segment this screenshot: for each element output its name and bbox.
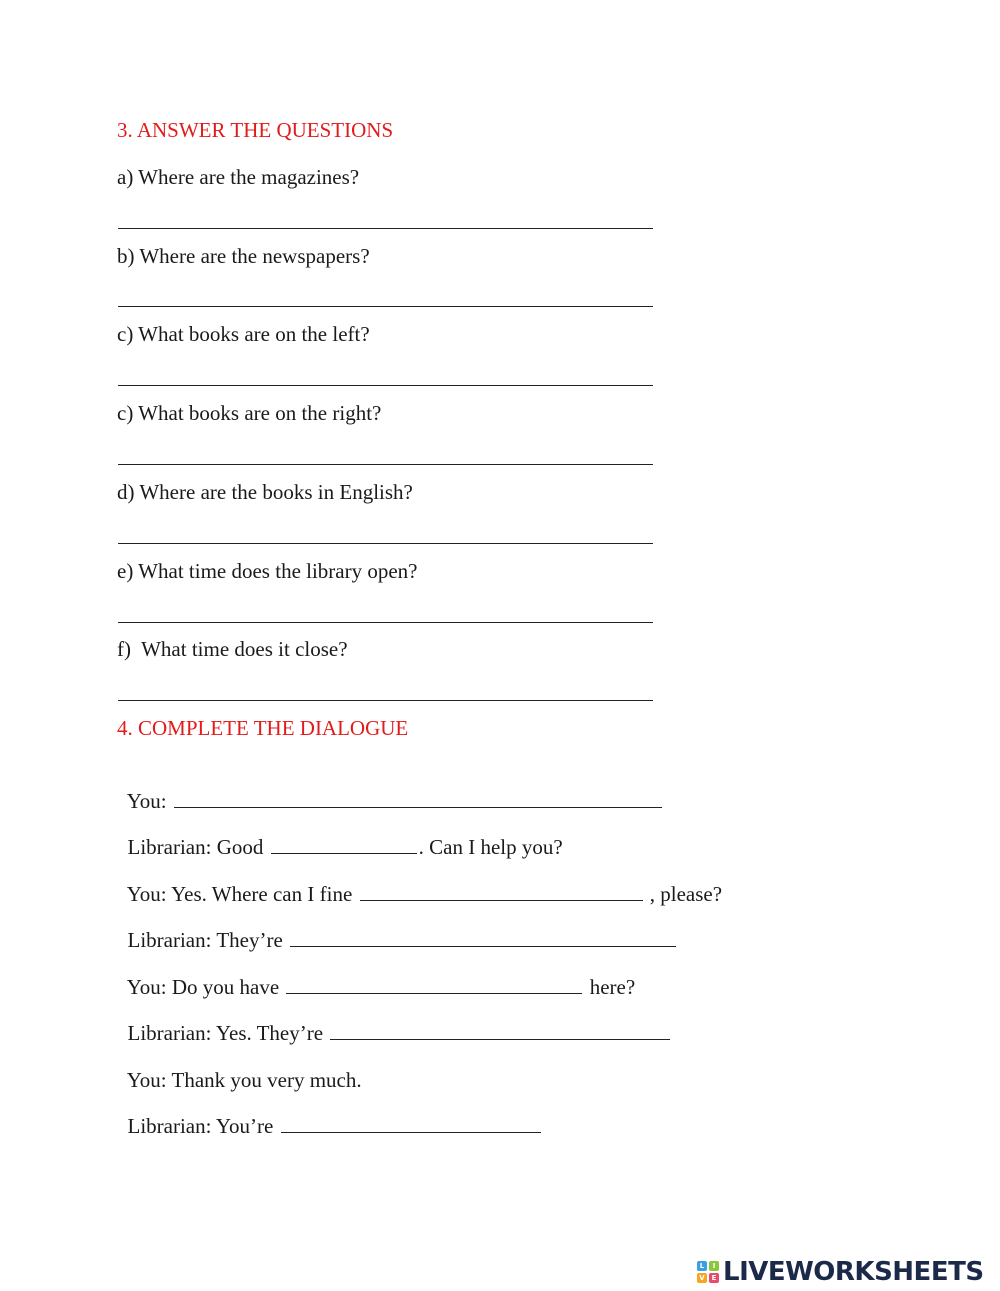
answer-line-e[interactable] [118, 622, 653, 623]
question-c-left: c) What books are on the left? [117, 322, 370, 346]
dialogue-line-1 [117, 762, 664, 814]
dialogue-text: You: [126, 789, 172, 813]
logo-block: I [709, 1261, 719, 1271]
dialogue-line-4 [117, 901, 678, 953]
liveworksheets-logo [697, 1257, 984, 1287]
dialogue-text: You: Thank you very much. [126, 1068, 362, 1092]
dialogue-text: , please? [644, 882, 723, 906]
dialogue-text: Librarian: Yes. They’re [127, 1021, 329, 1045]
dialogue-blank-2[interactable] [271, 835, 417, 854]
question-e: e) What time does the library open? [117, 559, 418, 583]
question-d: d) Where are the books in English? [117, 480, 413, 504]
dialogue-text: Librarian: They’re [127, 928, 289, 952]
dialogue-line-3 [117, 855, 722, 907]
dialogue-text: here? [584, 975, 636, 999]
answer-line-b[interactable] [118, 306, 653, 307]
question-a: a) Where are the magazines? [117, 165, 360, 189]
question-f: f) What time does it close? [117, 637, 348, 661]
logo-blocks-icon [697, 1261, 719, 1283]
dialogue-text: . Can I help you? [418, 835, 563, 859]
dialogue-blank-3[interactable] [360, 882, 643, 901]
dialogue-text: You: Do you have [126, 975, 285, 999]
dialogue-blank-6[interactable] [330, 1021, 670, 1040]
answer-line-f[interactable] [118, 700, 653, 701]
answer-line-d[interactable] [118, 543, 653, 544]
dialogue-text: Librarian: You’re [127, 1114, 279, 1138]
dialogue-blank-5[interactable] [286, 975, 582, 994]
dialogue-blank-1[interactable] [174, 789, 662, 808]
answer-line-a[interactable] [118, 228, 653, 229]
question-b: b) Where are the newspapers? [117, 244, 370, 268]
dialogue-text: You: Yes. Where can I fine [126, 882, 358, 906]
section-4-heading: 4. COMPLETE THE DIALOGUE [117, 716, 409, 740]
answer-line-c-left[interactable] [118, 385, 653, 386]
dialogue-blank-8[interactable] [281, 1114, 541, 1133]
logo-block: L [697, 1261, 707, 1271]
logo-block: E [709, 1273, 719, 1283]
dialogue-line-8 [117, 1087, 543, 1139]
dialogue-line-6 [117, 994, 672, 1046]
logo-text: LIVEWORKSHEETS [723, 1257, 984, 1287]
dialogue-line-5 [117, 948, 635, 1000]
logo-block: V [697, 1273, 707, 1283]
dialogue-line-2 [117, 808, 563, 860]
section-3-heading: 3. ANSWER THE QUESTIONS [117, 118, 394, 142]
dialogue-text: Librarian: Good [127, 835, 269, 859]
answer-line-c-right[interactable] [118, 464, 653, 465]
dialogue-line-7 [117, 1041, 362, 1093]
dialogue-blank-4[interactable] [290, 928, 676, 947]
question-c-right: c) What books are on the right? [117, 401, 382, 425]
